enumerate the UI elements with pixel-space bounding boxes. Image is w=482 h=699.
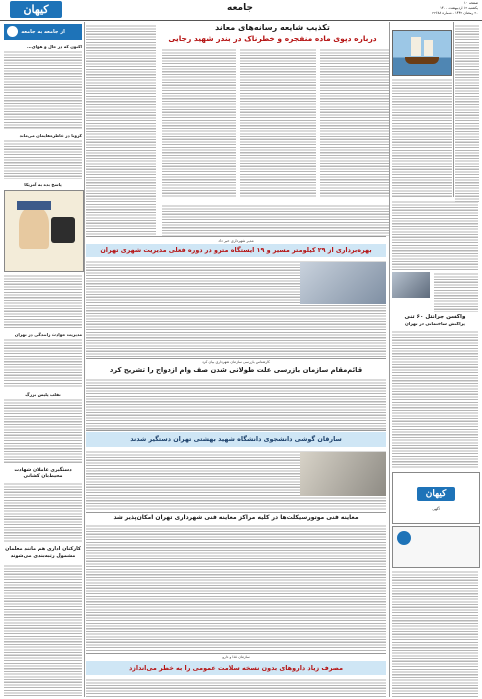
- row-rule: [86, 236, 386, 237]
- page-number: صفحه ۱۰: [463, 1, 478, 5]
- lead-body-col: [162, 48, 236, 198]
- cartoon-prop-icon: [51, 217, 75, 243]
- right-image: [392, 272, 430, 298]
- row-rule: [86, 358, 386, 359]
- ship-sail-icon: [411, 37, 421, 56]
- section-title: جامعه: [227, 3, 253, 13]
- ad-logo-text: کیهان: [425, 489, 447, 499]
- left-col-text: [4, 482, 82, 542]
- university-headline: سارقان گوشی دانشجوی دانشگاه شهید بهشتی تهران دستگیر شدند: [130, 435, 342, 443]
- masthead: [0, 0, 482, 21]
- technical-body: [86, 524, 386, 652]
- right-col-text: [434, 272, 478, 312]
- metro-headline: بهره‌برداری از ۲۹ کیلومتر مسیر و ۱۹ ایستگاه مترو در دوره فعلی مدیریت شهری تهران: [100, 246, 372, 254]
- sidebar-item-3: پاسخ بده به آمریکا: [24, 182, 62, 187]
- metro-headline-bar: [86, 244, 386, 257]
- lead-body-col: [162, 204, 390, 236]
- column-rule: [453, 22, 454, 197]
- ship-hull-icon: [405, 57, 439, 64]
- right-column-text: [455, 24, 479, 204]
- row-rule: [86, 653, 386, 654]
- date-line: یکشنبه ۱۲ اردیبهشت ۱۴۰۰: [440, 6, 478, 10]
- cartoon-image: [4, 190, 84, 272]
- right-column-text: [392, 78, 452, 198]
- classified-text: [392, 570, 478, 697]
- lead-body-col: [240, 48, 316, 198]
- marriage-headline: قائم‌مقام سازمان بازرسی علت طولانی شدن صف وام ازدواج را تشریح کرد: [109, 366, 363, 374]
- column-rule: [389, 22, 390, 697]
- right-col-text: [392, 330, 478, 468]
- university-image: [300, 452, 386, 496]
- ship-sail-icon: [424, 40, 433, 56]
- drug-body: [86, 678, 386, 697]
- marriage-body: [86, 378, 386, 430]
- left-col-text: [4, 338, 82, 388]
- logo: [10, 1, 62, 18]
- university-headline-bar: [86, 432, 386, 447]
- row-rule: [86, 430, 386, 431]
- right-col-text: [392, 200, 478, 270]
- metro-image: [300, 262, 386, 304]
- cartoon-hat-icon: [17, 201, 51, 210]
- classified-ad: [392, 526, 480, 568]
- left-small-headline-2: تقلب پلیس بزرگ: [25, 392, 61, 397]
- lead-headline-1: تکذیب شایعه رسانه‌های معاند: [215, 23, 330, 32]
- drug-kicker: سازمان غذا و دارو: [222, 655, 250, 659]
- sidebar-header-text: از جامعه به جامعه: [21, 29, 65, 35]
- vaccine-sub: پراکنش ساختمانی در تهران: [405, 322, 465, 327]
- sidebar-header: [4, 24, 82, 40]
- cartoon-figure-icon: [19, 207, 49, 249]
- sidebar-logo-icon: [7, 26, 18, 37]
- marriage-kicker: کارشناس بازرسی سازمان شهرداری بیان کرد: [202, 360, 270, 364]
- vaccine-headline: واکسن جرانتل ۶۰ تنی: [404, 314, 466, 320]
- classified-emblem-icon: [397, 531, 411, 545]
- lead-body-col: [320, 48, 390, 198]
- technical-headline: معاینه فنی موتورسیکلت‌ها در کلیه مراکز معاینه فنی شهرداری تهران امکان‌پذیر شد: [113, 514, 359, 521]
- metro-kicker: مدیر شهرداری خبر داد: [218, 238, 254, 243]
- sidebar-text: [4, 139, 82, 179]
- sidebar-item-2: کرونا در خاطره‌هایمان می‌ماند: [19, 133, 82, 138]
- sidebar-text: [4, 50, 82, 130]
- left-small-headline-1: مدیریت حوادث رانندگی در تهران: [14, 332, 82, 337]
- lead-subhead: [162, 200, 390, 203]
- drug-headline-bar: [86, 661, 386, 675]
- left-col-text: [4, 398, 82, 464]
- left-headline-2: کارکنان اداری هم مانند معلمان مشمول رتبه‌بندی می‌شوند: [5, 546, 81, 559]
- left-col-text: [4, 274, 82, 329]
- lead-headline-2: درباره دپوی ماده منفجره و خطرناک در بندر شهید رجایی: [168, 34, 377, 43]
- drug-headline: مصرف زیاد داروهای بدون نسخه سلامت عمومی را به خطر می‌اندازد: [128, 664, 344, 672]
- ad-box: [392, 472, 480, 524]
- issue-line: ۲۰ رمضان ۱۴۴۲ - شماره ۲۲۶۸۸: [432, 11, 478, 15]
- body-col: [86, 24, 156, 236]
- row-rule: [86, 512, 386, 513]
- ad-logo: [417, 487, 455, 501]
- left-headline-1: دستگیری عاملان شهادت محیط‌بان کشانی: [14, 468, 72, 479]
- sidebar-item-1: اکنون که در حال و هوای...: [26, 44, 82, 49]
- logo-text: کیهان: [23, 3, 49, 16]
- left-col-text: [4, 564, 82, 696]
- ship-image: [392, 30, 452, 76]
- column-rule: [84, 22, 85, 697]
- ad-label: آگهی: [432, 507, 440, 511]
